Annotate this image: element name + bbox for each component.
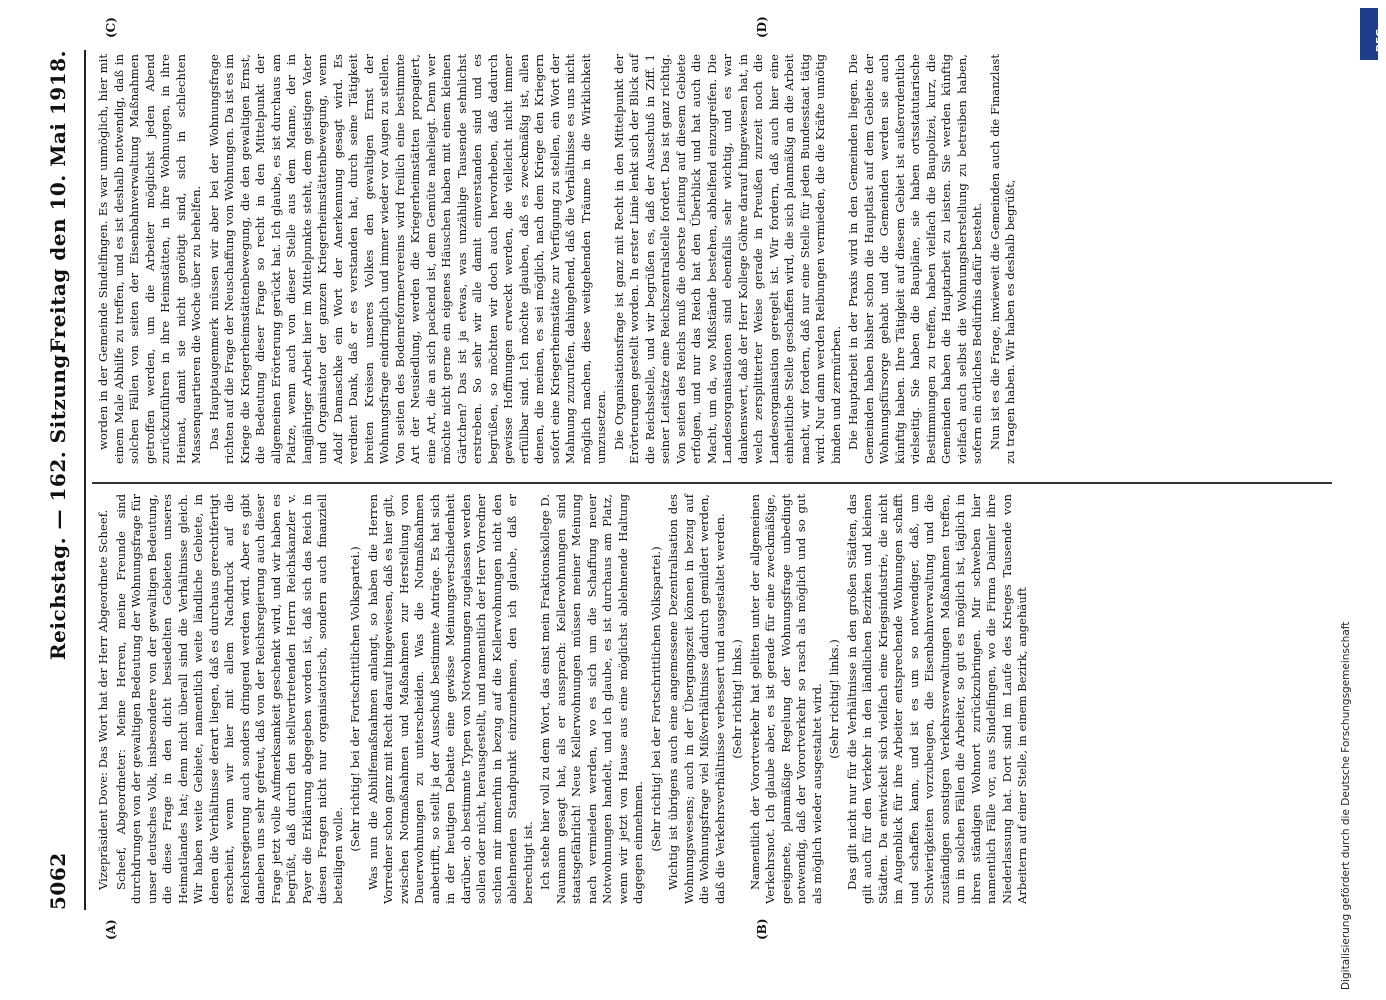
paragraph: Das gilt nicht nur für die Verhältnisse in den großen Städten, das gilt auch für den Verkehr in den ländlichen Bezirken und kleinen Städten. Da entwickelt sich vielfach eine Kriegsindustrie, die nicht im Augenblick für ihre Arbeiter entsprechende Wohnungen schafft und schaffen kann, und ist es um so notwendiger, daß, um Schwierigkeiten vorzubeugen, die Eisenbahnverwaltung und die zuständigen sonstigen Verkehrsverwaltungen Maßnahmen treffen, um in solchen Fällen die Arbeiter, so gut es möglich ist, täglich in ihren ständigen Wohnort zurückzubringen. Mir schweben hier namentlich Fälle vor, aus Sindelfingen, wo die Firma Daimler ihre Niederlassung hat. Dort sind im Laufe des Krieges Tausende von Arbeitern auf einer Stelle, in einem Bezirk, angehäuft (844, 494, 1029, 904)
interjection: (Sehr richtig! bei der Fortschrittlichen Volkspartei.) (648, 546, 663, 852)
paragraph: Die Organisationsfrage ist ganz mit Recht in den Mittelpunkt der Erörterungen gestellt worden. In erster Linie lenkt sich der Blick auf die Reichsstelle, und wir begrüßen es, daß der Ausschuß in Ziff. 1 seiner Leitsätze eine Reichszentralstelle fordert. Das ist ganz richtig. Von seiten des Reichs muß die oberste Leitung auf diesem Gebiete erfolgen, und nur das Reich hat den Überblick und hat auch die Macht, um da, wo Mißstände bestehen, abhelfend einzugreifen. Die Landesorganisationen sind ebenfalls sehr wichtig, und es war dankenswert, daß der Herr Kollege Göhre darauf hingewiesen hat, in welch zersplitterter Weise gerade in Preußen zurzeit noch die Landesorganisation geregelt ist. Wir fordern, daß auch hier eine einheitliche Stelle geschaffen wird, die sich planmäßig an die Arbeit macht, wir fordern, daß nur eine Stelle für jeden Bundesstaat tätig wird. Nur dann werden Reibungen vermieden, die die Kräfte unnötig binden und zermürben. (611, 54, 843, 464)
interjection: (Sehr richtig! bei der Fortschrittlichen Volkspartei.) (348, 546, 362, 852)
paragraph: Namentlich der Vorortverkehr hat gelitten unter der allgemeinen Verkehrsnot. Ich glaube aber, es ist gerade für eine zweckmäßige, geeignete, planmäßige Regelung der Wohnungsfrage unbedingt notwendig, daß der Vorortverkehr so rasch als möglich und so gut als möglich wieder ausgestaltet wird. (747, 494, 824, 904)
paragraph: Wichtig ist übrigens auch eine angemessene Dezentralisation des Wohnungswesens; auch in der Übergangszeit können in bezug auf die Wohnungsfrage viel Mißverhältnisse dadurch gemildert werden, daß die Verkehrsverhältnisse verbessert und ausgestaltet werden. (666, 494, 727, 904)
paragraph: Die Hauptarbeit in der Praxis wird in den Gemeinden liegen. Die Gemeinden haben bisher schon die Hauptlast auf dem Gebiete der Wohnungsfürsorge gehabt und die Gemeinden werden sie auch künftig haben. Ihre Tätigkeit auf diesem Gebiet ist außerordentlich vielseitig. Sie haben die Baupläne, sie haben ortsstatutarische Bestimmungen zu treffen, haben vielfach die Baupolizei, kurz, die Gemeinden haben die Hauptarbeit zu leisten. Sie werden künftig vielfach auch selbst die Wohnungsherstellung zu betreiben haben, sofern ein örtliches Bedürfnis dafür besteht. (846, 54, 984, 464)
right-text-column (96, 54, 1021, 464)
interjection: (Sehr richtig! links.) (730, 639, 744, 759)
column-divider (92, 483, 1332, 485)
margin-marker-c: (C) (104, 17, 118, 38)
header-rule (84, 50, 86, 910)
page-header (40, 50, 80, 910)
session-date: Freitag den 10. Mai 1918. (46, 50, 70, 353)
page-number: 5062 (46, 852, 70, 910)
margin-marker-d: (D) (755, 16, 769, 38)
paragraph: worden in der Gemeinde Sindelfingen. Es war unmöglich, hier mit einem Male Abhilfe zu treffen, und es ist deshalb notwendig, daß in solchen Fällen von seiten der Eisenbahnverwaltung Maßnahmen getroffen werden, um die Arbeiter möglichst jeden Abend zurückzuführen in ihre Heimstätten, in ihre Wohnungen, in ihre Heimat, damit sie nicht genötigt sind, sich in schlechten Massenquartieren die Woche über zu behelfen. (96, 54, 203, 464)
paragraph: Scheef, Abgeordneter: Meine Herren, meine Freunde sind durchdrungen von der gewaltigen Bedeutung der Wohnungsfrage für unser deutsches Volk, insbesondere von der gewaltigen Bedeutung, die diese Frage in den dicht besiedelten Gebieten unseres Heimatlandes hat; denn nicht überall sind die Verhältnisse gleich. Wir haben weite Gebiete, namentlich weite ländliche Gebiete, in denen die Verhältnisse derart liegen, daß es durchaus gerechtfertigt erscheint, wenn wir hier mit allem Nachdruck auf die Reichsregierung auch sonders dringend werden wird. Aber es gibt daneben uns sehr gefreut, daß von der Reichsregierung auch dieser Frage jetzt volle Aufmerksamkeit geschenkt wird, und wir haben es begrüßt, daß durch den stellvertretenden Herrn Reichskanzler v. Payer die Erklärung abgegeben worden ist, daß sich das Reich in diesen Fragen nicht nur organisatorisch, sondern auch finanziell beteiligen wolle. (113, 494, 345, 904)
session-title: Reichstag. — 162. Sitzung. (46, 346, 70, 660)
paragraph: Vizepräsident Dove: Das Wort hat der Herr Abgeordnete Scheef. (96, 509, 110, 890)
paragraph: Ich stehe hier voll zu dem Wort, das einst mein Fraktionskollege D. Naumann gesagt hat, als er aussprach: Kellerwohnungen sind staatsgefährlich! Neue Kellerwohnungen müssen meiner Meinung nach vermieden werden, wo es sich um die Schaffung neuer Notwohnungen handelt, und ich glaube, es ist durchaus am Platz, wenn wir jetzt von Hause aus eine möglichst ablehnende Haltung dagegen einnehmen. (538, 494, 645, 904)
dfg-badge-label: DFG (1375, 28, 1386, 52)
margin-marker-a: (A) (104, 919, 118, 940)
left-text-column (96, 494, 1033, 904)
paragraph: Nun ist es die Frage, inwieweit die Gemeinden auch die Finanzlast zu tragen haben. Wir haben es deshalb begrüßt, (987, 54, 1017, 464)
margin-marker-b: (B) (755, 918, 769, 940)
paragraph: Das Hauptaugenmerk müssen wir aber bei der Wohnungsfrage richten auf die Frage der Neuschaffung von Wohnungen. Da ist es im Kriege die Kriegerheimstättenbewegung, die den gewaltigen Ernst, die Bedeutung dieser Frage so recht in den Mittelpunkt der allgemeinen Erörterung gerückt hat. Ich glaube, es ist durchaus am Platze, wenn auch von dieser Stelle aus dem Manne, der in langjähriger Arbeit hier im Mittelpunkte steht, dem geistigen Vater und Organisator der ganzen Kriegerheimstättenbewegung, wenn Adolf Damaschke ein Wort der Anerkennung gesagt wird. Es verdient Dank, daß er es verstanden hat, durch seine Tätigkeit breiten Kreisen unseres Volkes den gewaltigen Ernst der Wohnungsfrage eindringlich und immer wieder vor Augen zu stellen. Von seiten des Bodenreformervereins wird freilich eine bestimmte Art der Neusiedlung, werden die Kriegerheimstätten propagiert, eine Art, die an sich packend ist, dem Gemüte naheliegt. Denn wer möchte nicht gerne ein eigenes Häuschen haben mit einem kleinen Gärtchen? Das ist ja etwas, was unzählige Tausende sehnlichst erstreben. So sehr wir alle damit einverstanden sind und es begrüßen, so möchten wir doch auch hervorheben, daß dadurch gewisse Hoffnungen erweckt werden, die vielleicht nicht immer erfüllbar sind. Ich möchte glauben, daß es zweckmäßig ist, allen denen, die meinen, es sei möglich, nach dem Kriege den Kriegern sofort eine Kriegerheimstätte zur Verfügung zu stellen, ein Wort der Mahnung zuzurufen, dahingehend, daß die Verhältnisse es uns nicht möglich machen, diese weitgehenden Träume in die Wirklichkeit umzusetzen. (206, 54, 608, 464)
digitization-credit: Digitalisierung gefördert durch die Deutsche Forschungsgemeinschaft (1340, 621, 1352, 990)
interjection: (Sehr richtig! links.) (827, 639, 841, 759)
paragraph: Was nun die Abhilfemaßnahmen anlangt, so haben die Herren Vorredner schon ganz mit Recht darauf hingewiesen, daß es hier gilt, zwischen Notmaßnahmen und Maßnahmen zur Herstellung von Dauerwohnungen zu unterscheiden. Was die Notmaßnahmen anbetrifft, so stellt ja der Ausschuß bestimmte Anträge. Es hat sich in der heutigen Debatte eine gewisse Meinungsverschiedenheit darüber, ob bestimmte Typen von Notwohnungen zugelassen werden sollen oder nicht, herausgestellt, und namentlich der Herr Vorredner schien mir immerhin in bezug auf die Kellerwohnungen nicht den ablehnenden Standpunkt einzunehmen, den ich glaube, daß er berechtigt ist. (365, 494, 535, 904)
